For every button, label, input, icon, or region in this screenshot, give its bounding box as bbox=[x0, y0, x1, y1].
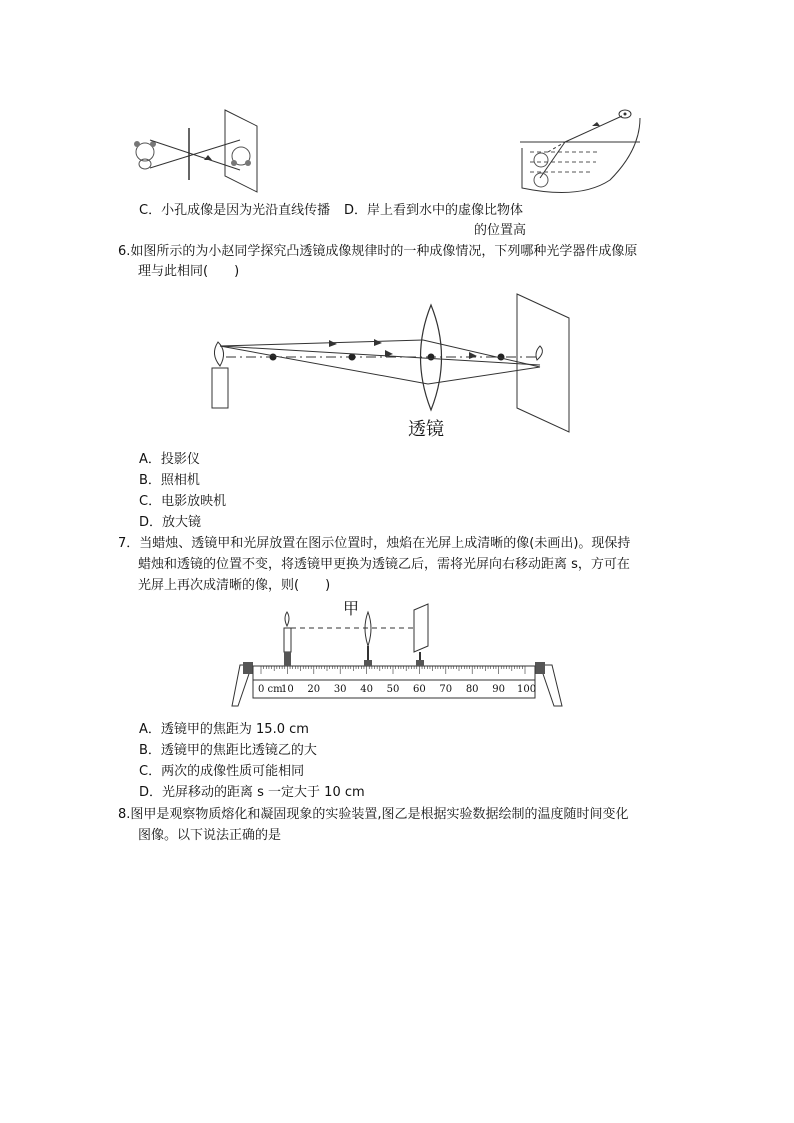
q7-stem-line3: 光屏上再次成清晰的像，则( ) bbox=[138, 578, 331, 593]
ruler-tick-label: 70 bbox=[439, 684, 453, 695]
ruler-unit-label: 0 cm bbox=[258, 684, 283, 695]
ruler-tick-label: 50 bbox=[386, 684, 400, 695]
q6-stem-line1: 6.如图所示的为小赵同学探究凸透镜成像规律时的一种成像情况，下列哪种光学器件成像原 bbox=[118, 244, 638, 259]
ruler-tick-label: 60 bbox=[413, 684, 426, 695]
ruler-tick-label: 30 bbox=[333, 684, 347, 695]
eye-icon bbox=[619, 110, 631, 118]
q7-option-d: D．光屏移动的距离 s 一定大于 10 cm bbox=[139, 785, 365, 800]
lens-jia-label: 甲 bbox=[343, 599, 360, 618]
q7-stem-line1: 7．当蜡烛、透镜甲和光屏放置在图示位置时，烛焰在光屏上成清晰的像(未画出)。现保持 bbox=[118, 536, 631, 551]
panda-in-water-icon bbox=[534, 153, 548, 187]
q5-option-d-line2: 的位置高 bbox=[474, 223, 527, 238]
ruler-tick-label: 20 bbox=[307, 684, 321, 695]
q7-option-a: A．透镜甲的焦距为 15.0 cm bbox=[139, 722, 309, 737]
ruler-tick-label: 90 bbox=[492, 684, 505, 695]
panda-object-icon bbox=[134, 141, 156, 169]
q6-option-c: C．电影放映机 bbox=[139, 494, 227, 509]
q7-option-b: B．透镜甲的焦距比透镜乙的大 bbox=[139, 743, 317, 758]
q5-option-c: C．小孔成像是因为光沿直线传播 bbox=[139, 203, 331, 218]
ruler-tick-label: 100 bbox=[517, 684, 537, 695]
lens-jia bbox=[365, 612, 371, 646]
panda-image-icon bbox=[231, 147, 251, 166]
q6-stem-line2: 理与此相同( ) bbox=[138, 264, 240, 279]
ruler-tick-label: 40 bbox=[360, 684, 373, 695]
q7-stem-line2: 蜡烛和透镜的位置不变，将透镜甲更换为透镜乙后，需将光屏向右移动距离 s，方可在 bbox=[138, 557, 630, 572]
candle bbox=[212, 368, 228, 408]
q8-stem-line2: 图像。以下说法正确的是 bbox=[138, 828, 282, 843]
q6-option-b: B．照相机 bbox=[139, 473, 200, 488]
ruler-tick-label: 80 bbox=[465, 684, 479, 695]
lens-label: 透镜 bbox=[408, 419, 444, 440]
lens bbox=[421, 305, 442, 410]
ruler-tick-label: 10 bbox=[281, 684, 294, 695]
q6-option-a: A．投影仪 bbox=[139, 452, 200, 467]
q7-option-c: C．两次的成像性质可能相同 bbox=[139, 764, 305, 779]
light-screen bbox=[517, 294, 569, 432]
candle-flame bbox=[214, 342, 223, 366]
q8-stem-line1: 8.图甲是观察物质熔化和凝固现象的实验装置,图乙是根据实验数据绘制的温度随时间变化 bbox=[118, 807, 629, 822]
q5-option-d-line1: D．岸上看到水中的虚像比物体 bbox=[344, 203, 524, 218]
bench-screen bbox=[414, 604, 428, 652]
q6-option-d: D．放大镜 bbox=[139, 515, 202, 530]
